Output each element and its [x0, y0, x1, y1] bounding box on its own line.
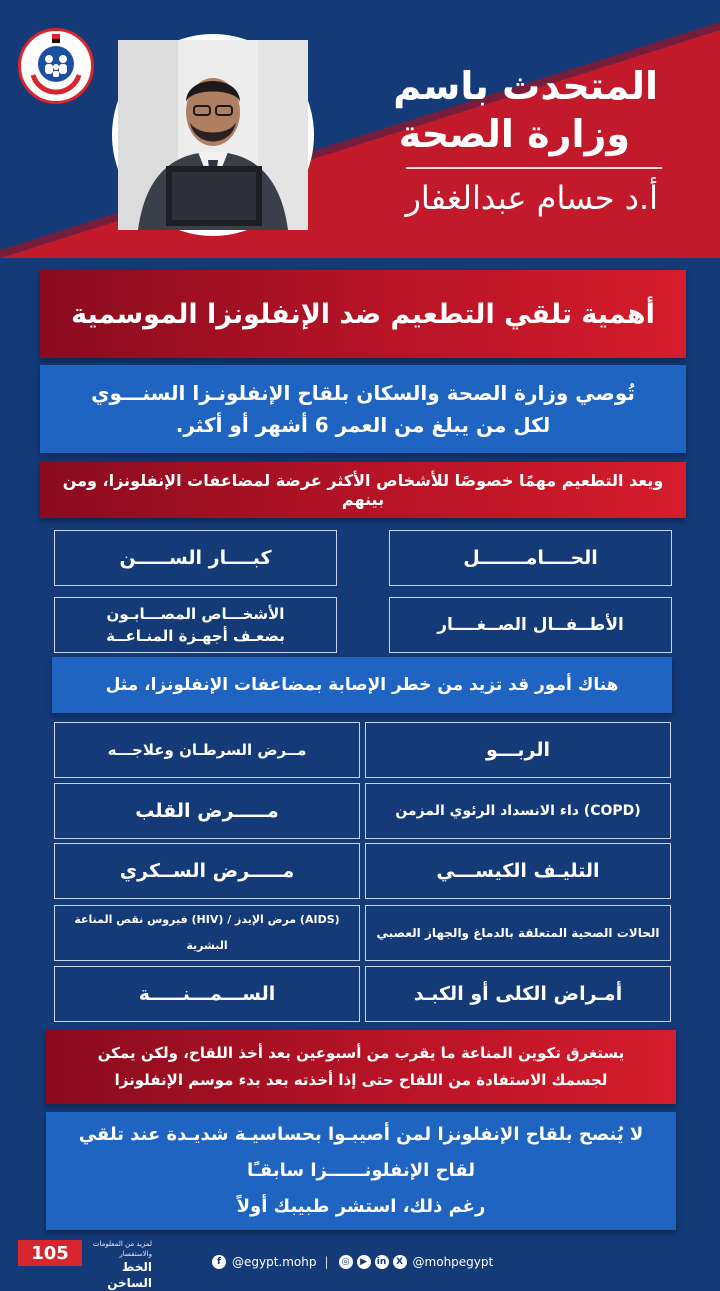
immunity-note-line2: لجسمك الاستفادة من اللقاح حتى إذا أخذته بعد بدء موسم الإنفلونزا	[114, 1071, 608, 1089]
hotline-label-block	[86, 1239, 152, 1291]
priority-group-item	[389, 597, 672, 653]
hotline-number: 105	[31, 1242, 69, 1264]
priority-intro: ويعد التطعيم مهمًا خصوصًا للأشخاص الأكثر عرضة لمضاعفات الإنفلونزا، ومن بينهم	[62, 471, 664, 509]
immunity-note-banner	[46, 1030, 676, 1104]
warning-banner	[46, 1112, 676, 1230]
facebook-icon[interactable]: f	[212, 1255, 226, 1269]
instagram-icon[interactable]: ◎	[339, 1255, 353, 1269]
warning-line2: لقاح الإنفلونــــــزا سابقـًا	[246, 1160, 476, 1181]
recommendation-banner	[40, 365, 686, 453]
social-handle[interactable]: @mohpegypt	[412, 1255, 494, 1269]
ministry-logo	[18, 28, 94, 104]
hotline-small-text: لمزيد من المعلومات والاستفسار	[92, 1240, 152, 1258]
priority-group-label: كبــــار الســـــن	[119, 547, 272, 569]
risk-factor-label: (AIDS) مرض الإيدز / (HIV) فيروس نقص المناعة البشرية	[74, 913, 340, 952]
risk-factor-item	[365, 783, 671, 839]
priority-group-item	[54, 597, 337, 653]
separator: |	[324, 1255, 329, 1269]
risk-factor-label: (COPD) داء الانسداد الرئوي المزمن	[395, 803, 641, 819]
risk-factor-label: الربـــو	[486, 739, 550, 761]
recommendation-line1: تُوصي وزارة الصحة والسكان بلقاح الإنفلونـزا السنـــوي	[91, 381, 635, 405]
priority-group-label: الأطــفــال الصــغــــار	[437, 615, 624, 635]
risk-factor-item	[365, 722, 671, 778]
warning-line1: لا يُنصح بلقاح الإنفلونزا لمن أصيبـوا بحساسيـة شديـدة عند تلقي	[78, 1124, 644, 1145]
title-divider	[406, 167, 662, 169]
risk-factor-item	[365, 843, 671, 899]
youtube-icon[interactable]: ▶	[357, 1255, 371, 1269]
risk-factor-label: مـــــرض القلب	[135, 800, 279, 822]
risk-factor-item	[54, 843, 360, 899]
linkedin-icon[interactable]: in	[375, 1255, 389, 1269]
risk-factor-label: مــرض السرطـان وعلاجـــه	[107, 741, 307, 759]
risk-intro: هناك أمور قد تزيد من خطر الإصابة بمضاعفات الإنفلونزا، مثل	[105, 675, 619, 695]
risk-factor-item	[54, 783, 360, 839]
risk-factor-item	[54, 722, 360, 778]
risk-factor-item	[54, 905, 360, 961]
risk-factor-label: مـــــرض الســكري	[119, 860, 295, 882]
hotline-label: الخط الساخن	[107, 1260, 152, 1290]
priority-group-label: الأشخـــاص المصـــابـون بضعـف أجهـزة المنـاعــة	[106, 605, 285, 645]
risk-factor-item	[365, 966, 671, 1022]
recommendation-line2: لكل من يبلغ من العمر 6 أشهر أو أكثر.	[175, 413, 551, 437]
risk-factor-label: التليـف الكيســـي	[436, 860, 600, 882]
main-heading-banner	[40, 270, 686, 358]
priority-group-item	[54, 530, 337, 586]
x-icon[interactable]: X	[393, 1255, 407, 1269]
warning-line3: رغم ذلك، استشر طبيبك أولاً	[236, 1196, 486, 1217]
risk-intro-banner	[52, 657, 672, 713]
speaker-photo	[118, 40, 308, 230]
hotline-number-badge	[18, 1240, 82, 1266]
facebook-handle[interactable]: @egypt.mohp	[232, 1255, 317, 1269]
priority-intro-banner	[40, 462, 686, 518]
header	[0, 0, 720, 258]
header-title-line2: وزارة الصحة	[398, 112, 630, 156]
main-heading: أهمية تلقي التطعيم ضد الإنفلونزا الموسمية	[71, 298, 655, 330]
risk-factor-item	[54, 966, 360, 1022]
immunity-note-line1: يستغرق تكوين المناعة ما يقرب من أسبوعين بعد أخذ اللقاح، ولكن يمكن	[97, 1044, 625, 1062]
social-bar	[210, 1247, 710, 1277]
risk-factor-item	[365, 905, 671, 961]
risk-factor-label: أمـراض الكلى أو الكبـد	[413, 983, 623, 1005]
priority-group-item	[389, 530, 672, 586]
header-title-line1: المتحدث باسم	[393, 64, 658, 108]
risk-factor-label: الســـمـــنـــــة	[138, 983, 276, 1005]
speaker-name: أ.د حسام عبدالغفار	[405, 179, 658, 217]
risk-factor-label: الحالات الصحية المتعلقة بالدماغ والجهاز العصبي	[376, 926, 660, 940]
priority-group-label: الحــــامـــــــل	[463, 547, 598, 569]
